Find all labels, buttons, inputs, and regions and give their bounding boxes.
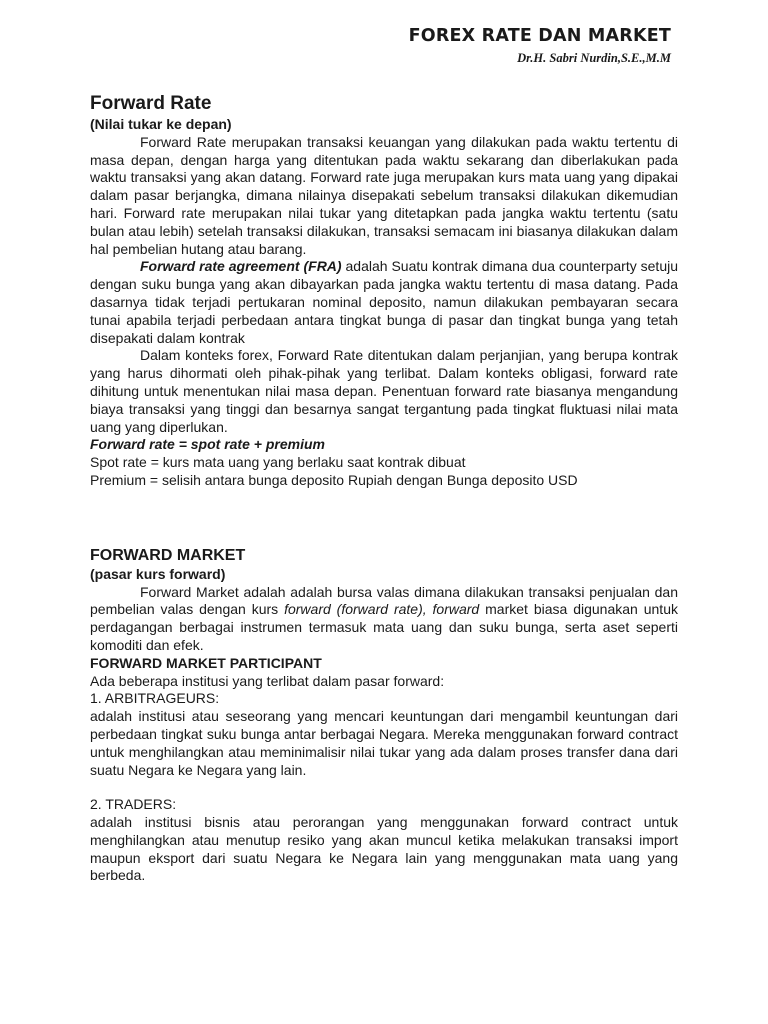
list-item-text: adalah institusi atau seseorang yang mencari keuntungan dari mengambil keuntungan dari perbedaan tingkat suku bunga antar berbagai Negara. Mereka menggunakan forward contract untuk menghilangkan atau meminimalisir nilai tukar yang ada dalam proses transfer dana dari suatu Negara ke Negara yang lain. [90,708,678,778]
list-item-title: 2. TRADERS: [90,796,177,813]
list-item-title: 1. ARBITRAGEURS: [90,690,220,707]
formula: Forward rate = spot rate + premium [90,436,325,453]
term-fra: Forward rate agreement (FRA) [140,258,342,275]
forward-market-section [90,546,678,886]
paragraph [90,584,678,655]
definition-spot-rate: Spot rate = kurs mata uang yang berlaku saat kontrak dibuat [90,454,466,471]
section-heading-forward-market: FORWARD MARKET [90,546,246,564]
document-title: FOREX RATE DAN MARKET [408,26,671,46]
section-heading-forward-rate: Forward Rate [90,93,212,114]
paragraph-text: adalah Suatu kontrak dimana dua counterparty setuju dengan suku bunga yang akan dibayarkan pada jangka waktu tertentu di masa datang. Pada dasarnya tidak terjadi pertukaran nominal deposito, namun dilakukan pembayaran secara tunai apabila terjadi perbedaan antara tingkat bunga di pasar dan tingkat bunga yang tetah disepakati dalam kontrak [90,258,679,346]
section-subheading: (Nilai tukar ke depan) [90,116,232,132]
paragraph: Forward Rate merupakan transaksi keuangan yang dilakukan pada waktu tertentu di masa depan, dengan harga yang ditentukan pada waktu sekarang dan diberlakukan pada waktu transaksi yang akan datang. Forward rate juga merupakan kurs mata uang yang dipakai dalam pasar berjangka, dimana nilainya disepakati sebelum transaksi dilakukan dikemudian hari. Forward rate merupakan nilai tukar yang ditetapkan pada jangka waktu tertentu (satu bulan atau lebih) setelah transaksi dilakukan, transaksi semacam ini biasanya dilakukan dalam hal pembelian hutang atau barang. [90,133,678,257]
section-subheading: (pasar kurs forward) [90,565,226,582]
author-name: Dr.H. Sabri Nurdin,S.E.,M.M [517,51,671,65]
paragraph: Dalam konteks forex, Forward Rate ditentukan dalam perjanjian, yang berupa kontrak yang harus dihormati oleh pihak-pihak yang terlibat. Dalam konteks obligasi, forward rate dihitung untuk menentukan nilai masa depan. Penentuan forward rate biasanya mengandung biaya transaksi yang tinggi dan besarnya sangat tergantung pada tingkat fluktuasi nilai mata uang yang diperlukan. [90,347,678,435]
forward-rate-section [90,92,678,490]
participant-heading: FORWARD MARKET PARTICIPANT [90,654,322,671]
document-body [90,92,678,885]
paragraph-text: Forward Market adalah adalah bursa valas dimana dilakukan transaksi penjualan dan pembelian valas dengan kurs [90,583,678,618]
participant-intro: Ada beberapa institusi yang terlibat dalam pasar forward: [90,672,445,689]
definition-premium: Premium = selisih antara bunga deposito Rupiah dengan Bunga deposito USD [90,471,578,488]
italic-term: forward (forward rate), forward [284,601,480,618]
list-item-text: adalah institusi bisnis atau perorangan yang menggunakan forward contract untuk menghilangkan atau menutup resiko yang akan muncul ketika melakukan transaksi import maupun eksport dari suatu Negara ke Negara lain yang menggunakan mata uang yang berbeda. [90,814,678,884]
paragraph-fra [90,258,678,347]
paragraph-text: market biasa digunakan untuk perdagangan berbagai instrumen termasuk mata uang dan suku bunga, serta aset seperti komoditi dan efek. [90,601,678,653]
